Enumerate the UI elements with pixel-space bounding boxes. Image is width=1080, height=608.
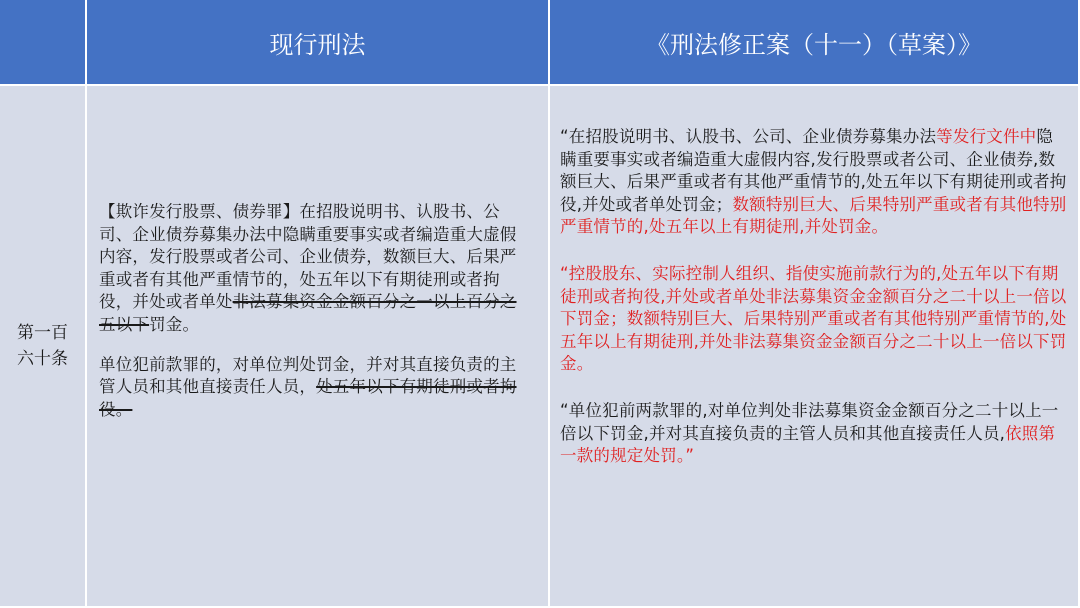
amendment-paragraph-1 <box>560 126 1068 239</box>
current-paragraph-2 <box>99 354 528 422</box>
current-paragraph-1 <box>99 201 528 337</box>
amendment-paragraph-2: “控股股东、实际控制人组织、指使实施前款行为的,处五年以下有期徒刑或者拘役,并处或者单处非法募集资金金额百分之二十以上一倍以下罚金；数额特别巨大、后果特别严重或者有其他特别严重情节的,处五年以上有期徒刑,并处非法募集资金金额百分之二十以上一倍以下罚金。 <box>560 263 1067 374</box>
amendment-p3-added: 依照第一款的规定处罚。” <box>560 423 1056 466</box>
amendment-p1-text-2: 隐瞒重要事实或者编造重大虚假内容,发行股票或者公司、企业债券,数额巨大、后果严重或者有其他严重情节的,处五年以下有期徒刑或者拘役,并处或者单处罚金； <box>560 127 1067 214</box>
header-amendment: 《刑法修正案（十一）（草案）》 <box>550 0 1080 86</box>
row-label: 第一百六十条 <box>16 322 68 369</box>
current-p2-deleted: 处五年以下有期徒刑或者拘役。 <box>99 377 517 419</box>
amendment-p1-added-2: 数额特别巨大、后果特别严重或者有其他特别严重情节的,处五年以上有期徒刑,并处罚金。 <box>560 194 1067 237</box>
amendment-paragraph-3 <box>560 400 1068 468</box>
row-label-cell <box>0 86 87 608</box>
header-current-law: 现行刑法 <box>87 0 550 86</box>
current-p2-text: 单位犯前款罪的，对单位判处罚金，并对其直接负责的主管人员和其他直接责任人员， <box>99 354 517 397</box>
amendment-p3-text: “单位犯前两款罪的,对单位判处非法募集资金金额百分之二十以上一倍以下罚金,并对其直接负责的主管人员和其他直接责任人员, <box>560 400 1059 443</box>
amendment-p1-text: “在招股说明书、认股书、公司、企业债券募集办法 <box>560 127 937 146</box>
current-p1-deleted: 非法募集资金金额百分之一以上百分之五以下 <box>99 292 517 334</box>
header-corner-cell <box>0 0 87 86</box>
amendment-cell <box>550 86 1080 608</box>
current-p1-text: 【欺诈发行股票、债券罪】在招股说明书、认股书、公司、企业债券募集办法中隐瞒重要事实或者编造重大虚假内容，发行股票或者公司、企业债券，数额巨大、后果严重或者有其他严重情节的，处五年以下有期徒刑或者拘役，并处或者单处 <box>99 202 517 312</box>
current-law-cell <box>87 86 550 608</box>
current-p1-end: 罚金。 <box>149 314 200 334</box>
amendment-p1-added: 等发行文件中 <box>936 127 1037 146</box>
